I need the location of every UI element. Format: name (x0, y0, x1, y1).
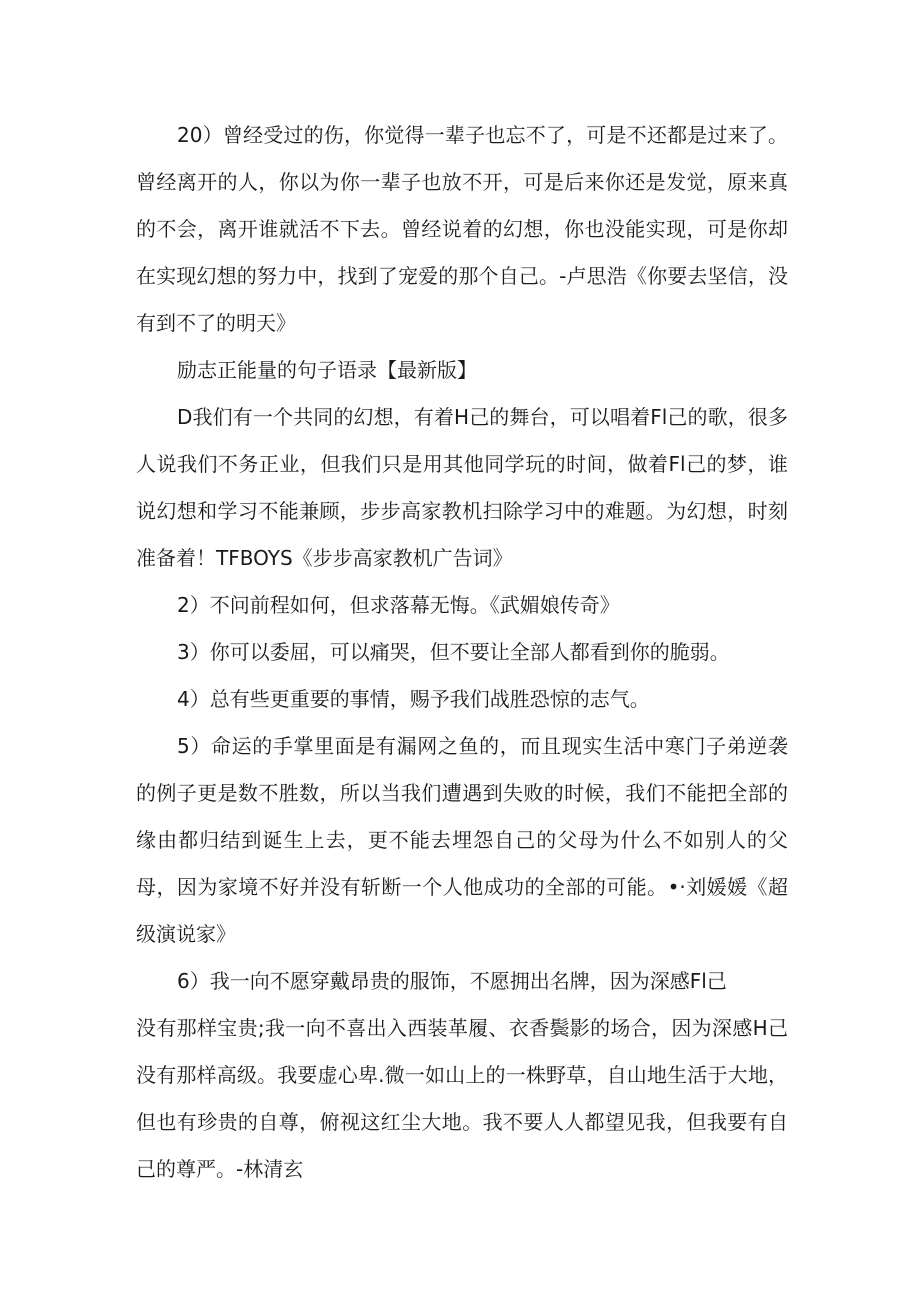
paragraph-quote-1: D我们有一个共同的幻想，有着H己的舞台，可以唱着Fl己的歌，很多人说我们不务正业，但我们只是用其他同学玩的时间，做着Fl己的梦，谁说幻想和学习不能兼顾，步步高家教机扫除学习中的难题。为幻想，时刻准备着！TFBOYS《步步高家教机广告词》 (136, 405, 788, 570)
paragraph-quote-6 (136, 958, 788, 1193)
paragraph-quote-5: 5）命运的手掌里面是有漏网之鱼的，而且现实生活中寒门子弟逆袭的例子更是数不胜数，所以当我们遭遇到失败的时候，我们不能把全部的缘由都归结到诞生上去，更不能去埋怨自己的父母为什么不如别人的父母，因为家境不好并没有斩断一个人他成功的全部的可能。•·刘媛媛《超级演说家》 (136, 734, 788, 946)
paragraph-quote-2: 2）不问前程如何，但求落幕无悔。《武媚娘传奇》 (177, 593, 620, 617)
paragraph-quote-4: 4）总有些更重要的事情，赐予我们战胜恐惊的志气。 (177, 687, 650, 711)
paragraph-quote-20: 20）曾经受过的伤，你觉得一辈子也忘不了，可是不还都是过来了。曾经离开的人，你以为你一辈子也放不开，可是后来你还是发觉，原来真的不会，离开谁就活不下去。曾经说着的幻想，你也没能实现，可是你却在实现幻想的努力中，找到了宠爱的那个自己。-卢思浩《你要去坚信，没有到不了的明天》 (136, 123, 788, 335)
paragraph-quote-6-first-line: 6）我一向不愿穿戴昂贵的服饰，不愿拥出名牌，因为深感Fl己 (177, 969, 727, 993)
paragraph-quote-3: 3）你可以委屈，可以痛哭，但不要让全部人都看到你的脆弱。 (177, 640, 730, 664)
section-heading: 励志正能量的句子语录【最新版】 (177, 358, 477, 382)
document-body (136, 112, 788, 1193)
paragraph-quote-6-continuation: 没有那样宝贵;我一向不喜出入西装革履、衣香鬓影的场合，因为深感H己没有那样高级。我要虚心卑.微一如山上的一株野草，自山地生活于大地，但也有珍贵的自尊，俯视这红尘大地。我不要人人都望见我，但我要有自己的尊严。-林清玄 (136, 1016, 788, 1181)
